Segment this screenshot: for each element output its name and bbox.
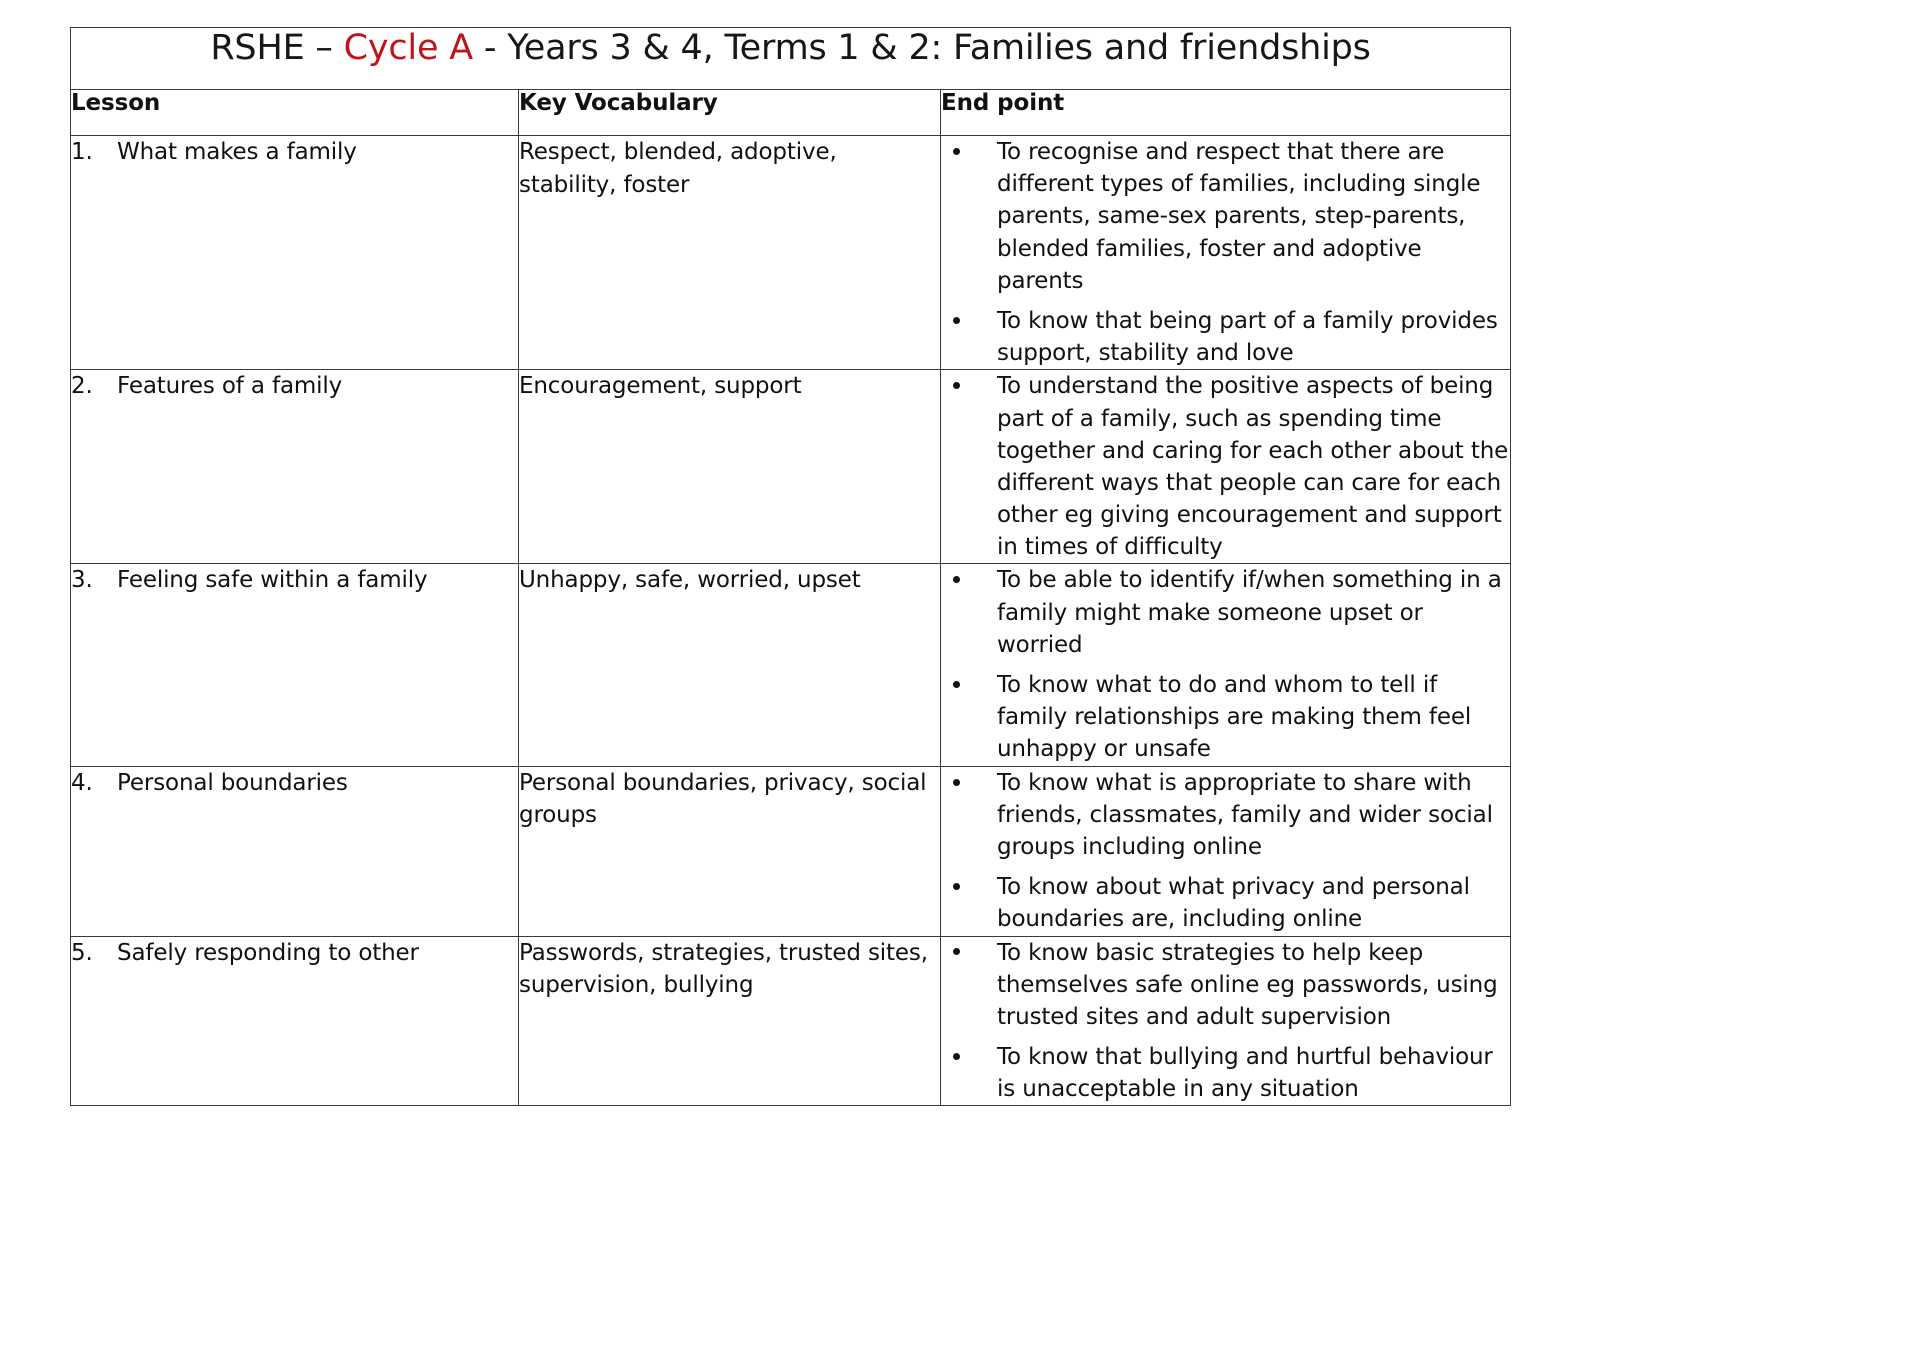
rshe-curriculum-table: [70, 27, 1511, 1106]
lesson-number: 5.: [71, 939, 93, 966]
lesson-number: 1.: [71, 139, 93, 165]
vocabulary-cell: Respect, blended, adoptive, stability, foster: [519, 136, 941, 370]
bullet-icon: [953, 576, 960, 583]
table-row: [71, 766, 1511, 936]
endpoint-item: [941, 305, 1510, 369]
lesson-number: 3.: [71, 567, 93, 594]
table-row: [71, 136, 1511, 370]
endpoint-text: To know that bullying and hurtful behaviour is unacceptable in any situation: [997, 1044, 1493, 1103]
bullet-icon: [953, 779, 960, 786]
title-cycle-accent: Cycle A: [343, 28, 473, 68]
lesson-cell: [71, 766, 519, 936]
lesson-cell: [71, 136, 519, 370]
endpoint-item: [941, 871, 1510, 935]
vocabulary-cell: Encouragement, support: [519, 370, 941, 564]
endpoint-text: To be able to identify if/when something in a family might make someone upset or worried: [997, 567, 1502, 658]
bullet-icon: [953, 681, 960, 688]
endpoint-text: To know about what privacy and personal boundaries are, including online: [997, 874, 1470, 933]
endpoint-item: [941, 564, 1510, 661]
endpoint-text: To know that being part of a family provides support, stability and love: [997, 307, 1498, 367]
lesson-title: What makes a family: [117, 139, 357, 165]
lesson-number: 4.: [71, 769, 93, 796]
title-suffix: - Years 3 & 4, Terms 1 & 2: Families and friendships: [472, 28, 1371, 68]
table-row: [71, 564, 1511, 766]
vocabulary-cell: Personal boundaries, privacy, social groups: [519, 766, 941, 936]
endpoint-list: [941, 937, 1510, 1106]
endpoint-cell: [941, 936, 1511, 1106]
lesson-number: 2.: [71, 373, 93, 400]
endpoint-cell: [941, 136, 1511, 370]
endpoint-item: [941, 1041, 1510, 1105]
endpoint-cell: [941, 370, 1511, 564]
bullet-icon: [953, 883, 960, 890]
lesson-title: Feeling safe within a family: [117, 567, 428, 594]
table-header-row: [71, 90, 1511, 136]
endpoint-list: [941, 564, 1510, 765]
endpoint-text: To know basic strategies to help keep themselves safe online eg passwords, using trusted sites and adult supervision: [997, 939, 1498, 1030]
endpoint-text: To understand the positive aspects of being part of a family, such as spending time together and caring for each other about the different ways that people can care for each other eg giving encouragement and support in times of difficulty: [997, 373, 1509, 561]
endpoint-item: [941, 370, 1510, 563]
endpoint-item: [941, 937, 1510, 1034]
lesson-cell: [71, 564, 519, 766]
endpoint-list: [941, 767, 1510, 936]
endpoint-item: [941, 136, 1510, 297]
page-title: [71, 28, 1510, 68]
table-row: [71, 370, 1511, 564]
column-header-lesson: Lesson: [71, 90, 519, 136]
endpoint-list: [941, 136, 1510, 369]
table-row: [71, 936, 1511, 1106]
bullet-icon: [953, 382, 960, 389]
endpoint-cell: [941, 766, 1511, 936]
column-header-key-vocabulary: Key Vocabulary: [519, 90, 941, 136]
lesson-cell: [71, 936, 519, 1106]
endpoint-item: [941, 669, 1510, 766]
endpoint-text: To recognise and respect that there are different types of families, including single parents, same-sex parents, step-parents, blended families, foster and adoptive parents: [997, 139, 1481, 294]
vocabulary-cell: Passwords, strategies, trusted sites, supervision, bullying: [519, 936, 941, 1106]
lesson-title: Safely responding to other: [117, 939, 419, 966]
lesson-cell: [71, 370, 519, 564]
title-prefix: RSHE –: [210, 28, 344, 68]
endpoint-text: To know what is appropriate to share with friends, classmates, family and wider social groups including online: [997, 769, 1493, 860]
column-header-end-point: End point: [941, 90, 1511, 136]
bullet-icon: [953, 317, 960, 324]
bullet-icon: [953, 948, 960, 955]
endpoint-item: [941, 767, 1510, 864]
endpoint-cell: [941, 564, 1511, 766]
vocabulary-cell: Unhappy, safe, worried, upset: [519, 564, 941, 766]
bullet-icon: [953, 148, 960, 155]
lesson-title: Personal boundaries: [117, 769, 348, 796]
bullet-icon: [953, 1053, 960, 1060]
endpoint-text: To know what to do and whom to tell if family relationships are making them feel unhappy or unsafe: [997, 672, 1472, 763]
table-title-row: [71, 28, 1511, 90]
document-title-cell: [71, 28, 1511, 90]
endpoint-list: [941, 370, 1510, 563]
lesson-title: Features of a family: [117, 373, 343, 400]
